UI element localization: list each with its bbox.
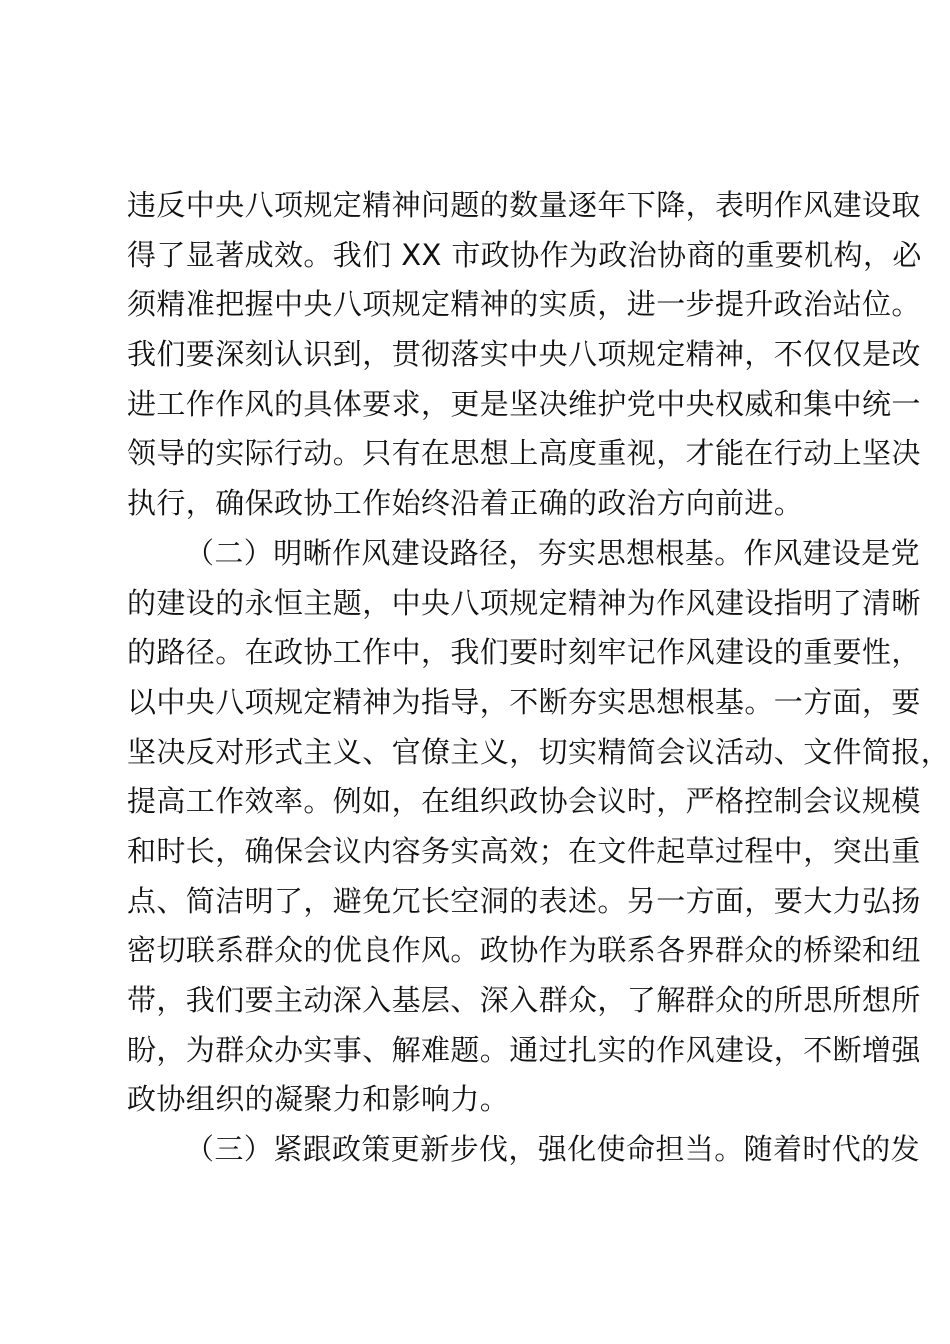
text-line: 的建设的永恒主题，中央八项规定精神为作风建设指明了清晰 — [127, 585, 921, 620]
text-line: 的路径。在政协工作中，我们要时刻牢记作风建设的重要性， — [127, 635, 921, 670]
text-line: 盼，为群众办实事、解难题。通过扎实的作风建设，不断增强 — [127, 1032, 921, 1067]
section-heading-line: （三）紧跟政策更新步伐，强化使命担当。随着时代的发 — [185, 1132, 921, 1167]
text-line: 坚决反对形式主义、官僚主义，切实精简会议活动、文件简报， — [127, 734, 950, 769]
section-heading-line: （二）明晰作风建设路径，夯实思想根基。作风建设是党 — [185, 535, 921, 570]
text-line: 我们要深刻认识到，贯彻落实中央八项规定精神，不仅仅是改 — [127, 337, 921, 372]
text-line: 政协组织的凝聚力和影响力。 — [127, 1082, 510, 1117]
text-line: 带，我们要主动深入基层、深入群众，了解群众的所思所想所 — [127, 983, 921, 1017]
text-line: 和时长，确保会议内容务实高效；在文件起草过程中，突出重 — [127, 833, 921, 868]
text-line: 进工作作风的具体要求，更是坚决维护党中央权威和集中统一 — [127, 386, 921, 421]
text-line: 提高工作效率。例如，在组织政协会议时，严格控制会议规模 — [127, 784, 921, 819]
text-line: 得了显著成效。我们 XX 市政协作为政治协商的重要机构，必 — [127, 237, 922, 272]
body-text — [127, 181, 950, 1175]
text-line: 点、简洁明了，避免冗长空洞的表述。另一方面，要大力弘扬 — [127, 883, 921, 918]
text-line: 以中央八项规定精神为指导，不断夯实思想根基。一方面，要 — [127, 684, 921, 719]
text-line: 执行，确保政协工作始终沿着正确的政治方向前进。 — [127, 486, 804, 521]
text-line: 须精准把握中央八项规定精神的实质，进一步提升政治站位。 — [127, 287, 921, 322]
text-line: 领导的实际行动。只有在思想上高度重视，才能在行动上坚决 — [127, 436, 921, 471]
text-line: 密切联系群众的优良作风。政协作为联系各界群众的桥梁和纽 — [127, 933, 921, 968]
text-line: 违反中央八项规定精神问题的数量逐年下降，表明作风建设取 — [127, 188, 921, 222]
